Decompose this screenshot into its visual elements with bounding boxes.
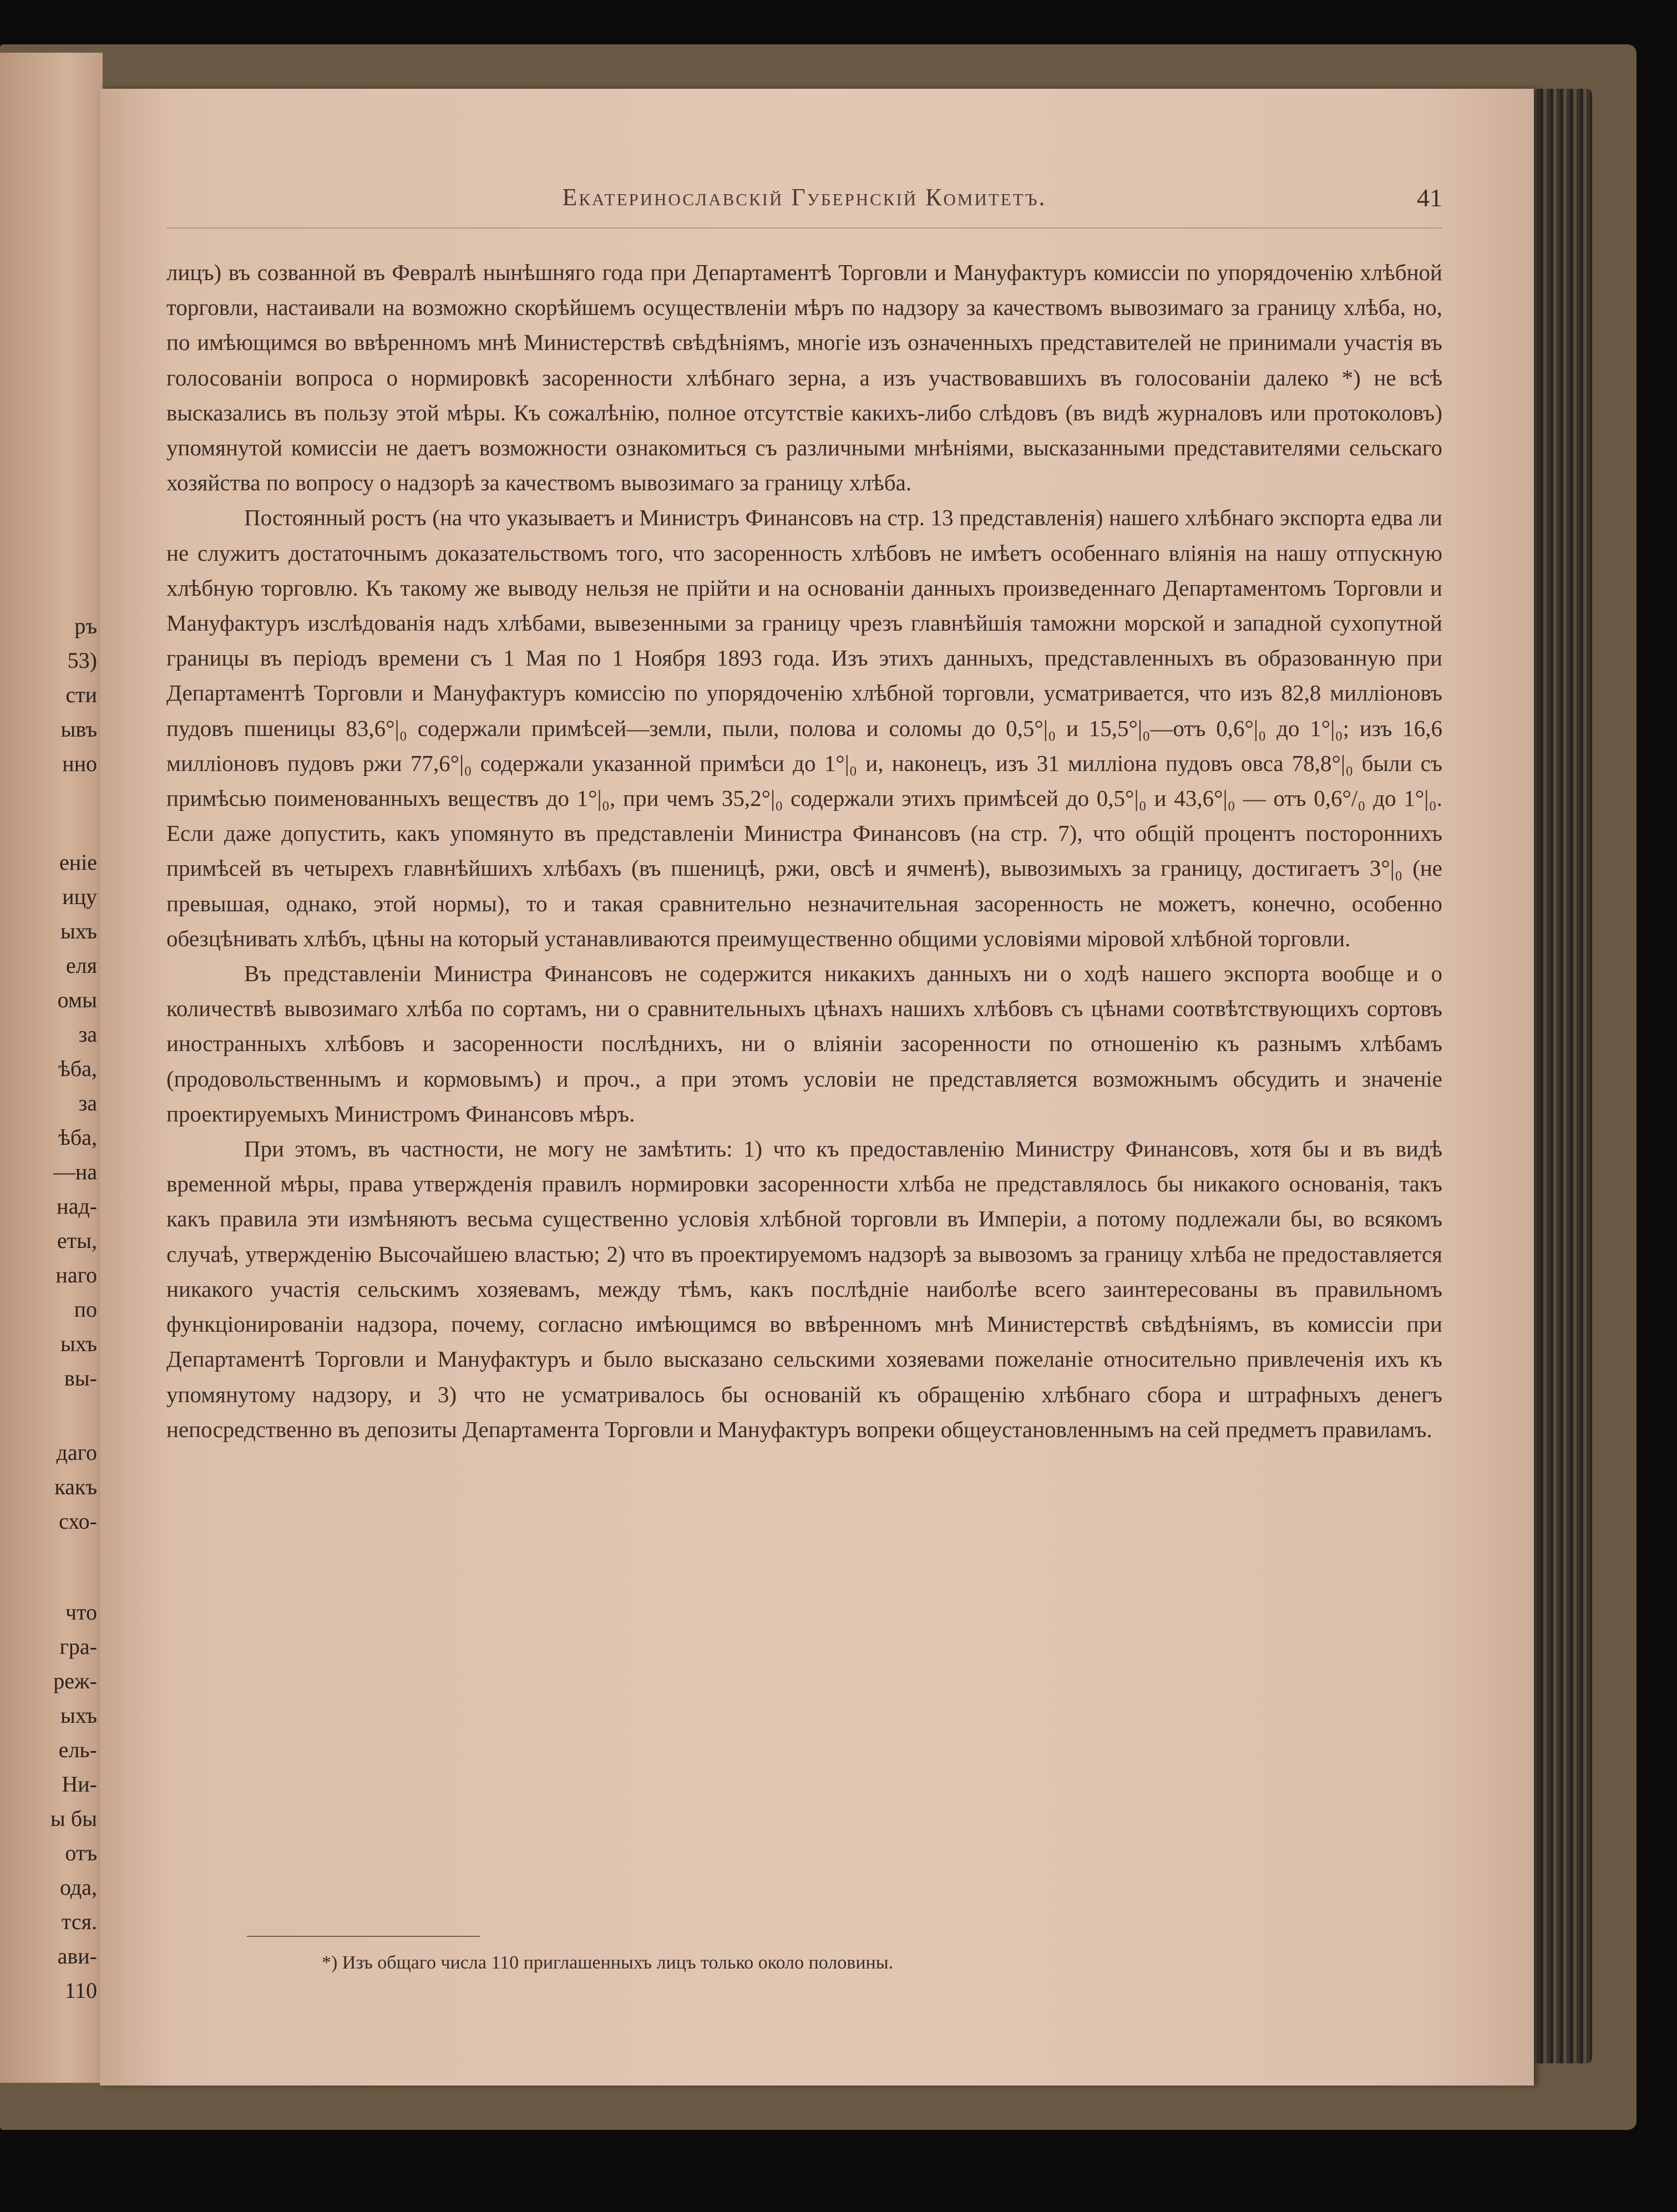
left-page-fragment: ръ (74, 613, 97, 638)
paragraph: лицъ) въ созванной въ Февралѣ нынѣшняго года при Департаментѣ Торговли и Мануфактуръ комиссіи по упорядоченію хлѣбной торговли, настаивали на возможно скорѣйшемъ осуществленіи мѣръ по надзору за качествомъ вывозимаго за границу хлѣба, но, по имѣющимся во ввѣренномъ мнѣ Министерствѣ свѣдѣніямъ, многіе изъ означенныхъ представителей не принимали участія въ голосованіи вопроса о нормировкѣ засоренности хлѣбнаго зерна, а изъ участвовавшихъ въ голосованіи далеко *) не всѣ высказались въ пользу этой мѣры. Къ сожалѣнію, полное отсутствіе какихъ-либо слѣдовъ (въ видѣ журналовъ или протоколовъ) упомянутой комиссіи не даетъ возможности ознакомиться съ различными мнѣніями, высказанными представителями сельскаго хозяйства по вопросу о надзорѣ за качествомъ вывозимаго за границу хлѣба. (166, 260, 1442, 496)
left-page-fragment: ыхъ (60, 1703, 97, 1728)
left-page-fragment: реж- (53, 1668, 97, 1693)
left-page-fragment: ода, (60, 1875, 97, 1900)
left-page-fragment: что (65, 1600, 97, 1625)
left-page-fragment: отъ (65, 1840, 97, 1865)
left-page-fragment: еніе (59, 850, 97, 875)
left-page-fragment: ѣба, (58, 1056, 97, 1081)
left-page-fragment: ѣба, (58, 1125, 97, 1150)
left-page-fragment: еты, (57, 1228, 97, 1253)
body-text (166, 255, 1442, 1447)
footnote-rule (247, 1936, 480, 1937)
left-page-fragment: ыхъ (60, 1331, 97, 1356)
paragraph: При этомъ, въ частности, не могу не замѣтить: 1) что къ предоставленію Министру Финансовъ, хотя бы и въ видѣ временной мѣры, права утвержденія правилъ нормировки засоренности хлѣба не представлялось бы никакого основанія, такъ какъ правила эти измѣняютъ весьма существенно условія хлѣбной торговли въ Имперіи, а потому подлежали бы, во всякомъ случаѣ, утвержденію Высочайшею властью; 2) что въ проектируемомъ надзорѣ за вывозомъ за границу хлѣба не предоставляется никакого участія сельскимъ хозяевамъ, между тѣмъ, какъ послѣдніе наиболѣе всего заинтересованы въ правильномъ функціонированіи надзора, почему, согласно имѣющимся во ввѣренномъ мнѣ Министерствѣ свѣдѣніямъ, въ комиссіи при Департаментѣ Торговли и Мануфактуръ и было высказано сельскими хозяевами пожеланіе относительно привлеченія ихъ къ упомянутому надзору, и 3) что не усматривалось бы основаній къ обращенію хлѣбнаго сбора и штрафныхъ денегъ непосредственно въ депозиты Департамента Торговли и Мануфактуръ вопреки общеустановленнымъ на сей предметъ правиламъ. (166, 1136, 1442, 1442)
left-page-fragment: по (74, 1297, 97, 1322)
left-page-fragment: —на (53, 1159, 97, 1184)
left-page-fragment: за (78, 1022, 97, 1047)
left-page-fragment: ыхъ (60, 919, 97, 943)
left-page-fragment: Ни- (62, 1772, 97, 1797)
left-page-fragment: за (78, 1090, 97, 1115)
left-page-fragment: вы- (64, 1366, 97, 1391)
left-page-fragment: над- (57, 1194, 97, 1219)
header-rule (166, 227, 1442, 229)
book-page (100, 89, 1534, 2086)
running-title: Екатеринославскій Губернскій Комитетъ. (562, 184, 1047, 211)
running-header (166, 183, 1442, 216)
left-page-fragment: сти (65, 682, 97, 707)
left-page-fragment: ы бы (50, 1806, 97, 1831)
left-page-fragment: даго (56, 1440, 97, 1465)
left-page-fragment: ави- (57, 1944, 97, 1969)
left-page-fragment: ель- (58, 1737, 97, 1762)
footnote: *) Изъ общаго числа 110 приглашенныхъ лицъ только около половины. (322, 1952, 894, 1973)
previous-page (0, 53, 103, 2083)
left-page-fragment: 110 (64, 1978, 97, 2003)
left-page-fragment: 53) (67, 648, 97, 673)
left-page-fragment: ывъ (60, 717, 97, 742)
left-page-fragment: тся. (61, 1909, 97, 1934)
left-page-fragment: еля (65, 953, 97, 978)
paragraph: Въ представленіи Министра Финансовъ не содержится никакихъ данныхъ ни о ходѣ нашего экспорта вообще и о количествѣ вывозимаго хлѣба по сортамъ, ни о сравнительныхъ цѣнахъ нашихъ хлѣбовъ съ цѣнами соотвѣтствующихъ сортовъ иностранныхъ хлѣбовъ и засоренности послѣднихъ, ни о вліяніи засоренности по отношенію къ разнымъ хлѣбамъ (продовольственнымъ и кормовымъ) и проч., а при этомъ условіи не представляется возможнымъ обсудить и значеніе проектируемыхъ Министромъ Финансовъ мѣръ. (166, 961, 1442, 1127)
left-page-fragment: гра- (59, 1634, 97, 1659)
left-page-fragment: омы (57, 987, 97, 1012)
left-page-fragment: наго (55, 1262, 97, 1287)
paragraph: Постоянный ростъ (на что указываетъ и Министръ Финансовъ на стр. 13 представленія) нашего хлѣбнаго экспорта едва ли не служитъ достаточнымъ доказательствомъ того, что засоренность хлѣбовъ не имѣетъ особеннаго вліянія на нашу отпускную хлѣбную торговлю. Къ такому же выводу нельзя не прійти и на основаніи данныхъ произведеннаго Департаментомъ Торговли и Мануфактуръ изслѣдованія надъ хлѣбами, вывезенными за границу чрезъ главнѣйшія таможни морской и западной сухопутной границы въ періодъ времени съ 1 Мая по 1 Ноября 1893 года. Изъ этихъ данныхъ, представленныхъ въ образованную при Департаментѣ Торговли и Мануфактуръ комиссію по упорядоченію хлѣбной торговли, усматривается, что изъ 82,8 милліоновъ пудовъ пшеницы 83,6°|₀ содержали примѣсей—земли, пыли, полова и соломы до 0,5°|₀ и 15,5°|₀—отъ 0,6°|₀ до 1°|₀; изъ 16,6 милліоновъ пудовъ ржи 77,6°|₀ содержали указанной примѣси до 1°|₀ и, наконецъ, изъ 31 милліона пудовъ овса 78,8°|₀ были съ примѣсью поименованныхъ веществъ до 1°|₀, при чемъ 35,2°|₀ содержали этихъ примѣсей до 0,5°|₀ и 43,6°|₀ — отъ 0,6°/₀ до 1°|₀. Если даже допустить, какъ упомянуто въ представленіи Министра Финансовъ (на стр. 7), что общій процентъ постороннихъ примѣсей въ четырехъ главнѣйшихъ хлѣбахъ (въ пшеницѣ, ржи, овсѣ и ячменѣ), вывозимыхъ за границу, достигаетъ 3°|₀ (не превышая, однако, этой нормы), то и такая сравнительно незначительная засоренность не можетъ, конечно, особенно обезцѣнивать хлѣбъ, цѣны на который устанавливаются преимущественно общими условіями міровой хлѣбной торговли. (166, 505, 1442, 951)
left-page-fragment: ицу (62, 884, 97, 909)
left-page-fragment: схо- (58, 1509, 97, 1534)
left-page-fragment: какъ (54, 1474, 97, 1499)
left-page-fragment: нно (62, 751, 97, 776)
page-number: 41 (1417, 184, 1442, 212)
